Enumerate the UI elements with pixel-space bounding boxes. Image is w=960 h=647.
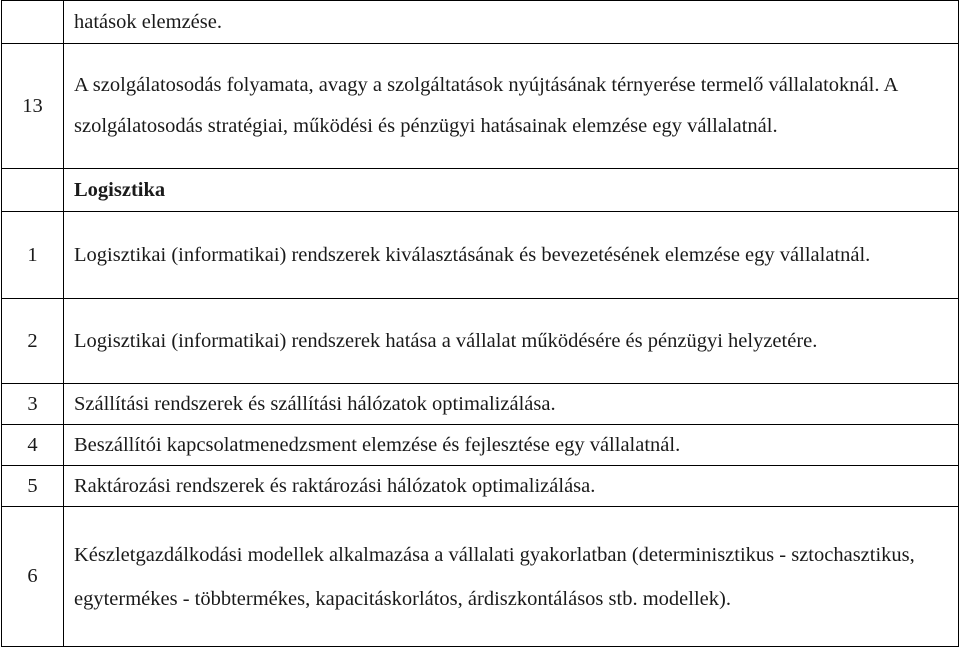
row-text-content: Beszállítói kapcsolatmenedzsment elemzése és fejlesztése egy vállalatnál.: [74, 433, 681, 456]
row-text-content: Készletgazdálkodási modellek alkalmazása a vállalati gyakorlatban (determinisztikus - sztochasztikus, egytermékes - többtermékes, kapacitáskorlátos, árdiszkontálásos stb. modellek).: [74, 543, 915, 610]
section-heading: [64, 169, 959, 212]
row-text: [64, 384, 959, 425]
row-text: [64, 507, 959, 647]
row-number: [2, 169, 64, 212]
section-heading-text: Logisztika: [74, 178, 166, 201]
row-number: 5: [2, 466, 64, 507]
row-number: 1: [2, 212, 64, 299]
row-text: [64, 425, 959, 466]
row-text: [64, 466, 959, 507]
row-text: [64, 299, 959, 384]
table-row: [2, 299, 959, 384]
row-number: [2, 1, 64, 44]
row-number: 6: [2, 507, 64, 647]
row-text-content: A szolgálatosodás folyamata, avagy a szolgáltatások nyújtásának térnyerése termelő vállalatoknál. A szolgálatosodás stratégiai, működési és pénzügyi hatásainak elemzése egy vállalatnál.: [74, 74, 898, 137]
table-row: [2, 1, 959, 44]
section-heading-row: [2, 169, 959, 212]
row-number: 3: [2, 384, 64, 425]
table-row: [2, 507, 959, 647]
table-row: [2, 466, 959, 507]
table-row: [2, 425, 959, 466]
table-row: [2, 212, 959, 299]
row-text: [64, 1, 959, 44]
row-text-content: Raktározási rendszerek és raktározási hálózatok optimalizálása.: [74, 474, 596, 497]
table-row: [2, 384, 959, 425]
row-text-content: Szállítási rendszerek és szállítási hálózatok optimalizálása.: [74, 392, 556, 415]
topics-table: [1, 0, 959, 647]
row-number: 2: [2, 299, 64, 384]
row-text: [64, 44, 959, 169]
row-text: [64, 212, 959, 299]
row-number: 4: [2, 425, 64, 466]
table-row: [2, 44, 959, 169]
row-text-content: Logisztikai (informatikai) rendszerek hatása a vállalat működésére és pénzügyi helyzetére.: [74, 329, 818, 352]
row-number: 13: [2, 44, 64, 169]
row-text-content: hatások elemzése.: [74, 10, 222, 33]
row-text-content: Logisztikai (informatikai) rendszerek kiválasztásának és bevezetésének elemzése egy vállalatnál.: [74, 243, 871, 266]
